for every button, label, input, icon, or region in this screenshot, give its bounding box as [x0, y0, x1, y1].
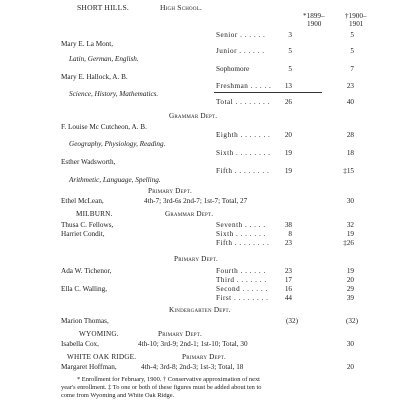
column-header-1900: 1900	[307, 20, 322, 28]
teacher-tichenor: Ada W. Tichenor,	[61, 267, 112, 275]
teacher-walling: Ella C. Walling,	[61, 285, 108, 293]
value-sophomore-1901: 7	[350, 65, 354, 73]
value-total-1900: 26	[284, 98, 292, 106]
cox-detail: 4th-10; 3rd-9; 2nd-1; 1st-10; Total, 30	[138, 340, 248, 348]
grade-sophomore: Sophomore	[216, 65, 250, 73]
value-milburn-fifth-1900: 23	[284, 239, 292, 247]
wadsworth-subjects: Arithmetic, Language, Spelling.	[69, 176, 161, 184]
value-thomas-1900: (32)	[286, 317, 298, 325]
teacher-cox: Isabella Cox,	[61, 340, 99, 348]
footnote-line-2: year's enrollment. ‡ To one or both of these figures must be added about ten to	[61, 384, 262, 391]
column-header-1900b: †1900–	[345, 12, 367, 20]
value-senior-1900: 3	[288, 31, 292, 39]
value-milburn-fifth-1901: ‡26	[343, 239, 354, 247]
teacher-wadsworth: Esther Wadsworth,	[61, 158, 116, 166]
value-first-1901: 39	[346, 294, 354, 302]
heading-kindergarten-dept: Kindergarten Dept.	[169, 306, 231, 314]
total-rule	[214, 92, 322, 93]
value-thomas-1901: (32)	[346, 317, 358, 325]
value-seventh-1901: 32	[346, 221, 354, 229]
teacher-condit: Harriet Condit,	[61, 230, 105, 238]
label-total: Total . . . . . . . .	[216, 98, 270, 106]
value-sixth-1901: 18	[346, 149, 354, 157]
value-senior-1901: 5	[350, 31, 354, 39]
column-header-1899: *1899–	[303, 12, 325, 20]
heading-grammar-dept: Grammar Dept.	[169, 112, 218, 120]
value-fourth-1900: 23	[284, 267, 292, 275]
teacher-fellows: Thusa C. Fellows,	[61, 221, 114, 229]
heading-primary-dept: Primary Dept.	[148, 187, 192, 195]
value-hoffman-1901: 20	[346, 363, 354, 371]
heading-white-oak-ridge: WHITE OAK RIDGE.	[67, 353, 137, 361]
value-cox-1901: 30	[346, 340, 354, 348]
value-mclean-1901: 30	[346, 197, 354, 205]
value-sixth-1900: 19	[284, 149, 292, 157]
heading-short-hills: SHORT HILLS.	[77, 3, 130, 12]
heading-milburn-primary: Primary Dept.	[174, 255, 218, 263]
value-fifth-1901: ‡15	[343, 167, 354, 175]
teacher-mary-lamont: Mary E. La Mont,	[61, 40, 114, 48]
footnote-line-1: * Enrollment for February, 1900. † Conservative approximation of next	[77, 376, 260, 383]
footnote-line-3: come from Wyoming and White Oak Ridge.	[61, 393, 175, 399]
grade-junior: Junior . . . . . .	[216, 47, 265, 55]
heading-whiteoak-primary: Primary Dept.	[182, 353, 226, 361]
grade-milburn-fifth: Fifth . . . . . . . .	[216, 239, 270, 247]
value-milburn-sixth-1900: 8	[288, 230, 292, 238]
grade-fifth: Fifth . . . . . . . .	[216, 167, 270, 175]
grade-third: Third . . . . . . .	[216, 276, 267, 284]
value-second-1900: 16	[284, 285, 292, 293]
grade-milburn-sixth: Sixth . . . . . . .	[216, 230, 266, 238]
heading-milburn: MILBURN.	[76, 210, 113, 218]
value-eighth-1901: 28	[346, 131, 354, 139]
grade-first: First . . . . . . . .	[216, 294, 269, 302]
heading-milburn-grammar: Grammar Dept.	[165, 210, 214, 218]
value-junior-1900: 5	[288, 47, 292, 55]
teacher-mclean: Ethel McLean,	[61, 197, 104, 205]
grade-freshman: Freshman . . . . .	[216, 82, 272, 90]
mccutcheon-subjects: Geography, Physiology, Reading.	[69, 140, 166, 148]
column-header-1901: 1901	[349, 20, 364, 28]
teacher-thomas: Marion Thomas,	[61, 317, 109, 325]
teacher-mary-hallock: Mary E. Hallock, A. B.	[61, 73, 128, 81]
value-junior-1901: 5	[350, 47, 354, 55]
value-milburn-sixth-1901: 19	[346, 230, 354, 238]
hoffman-detail: 4th-4; 3rd-8; 2nd-3; 1st-3; Total, 18	[141, 363, 244, 371]
value-fourth-1901: 19	[346, 267, 354, 275]
value-freshman-1900: 13	[284, 82, 292, 90]
value-sophomore-1900: 5	[288, 65, 292, 73]
value-third-1901: 20	[346, 276, 354, 284]
grade-second: Second . . . . . .	[216, 285, 268, 293]
value-total-1901: 40	[346, 98, 354, 106]
value-third-1900: 17	[284, 276, 292, 284]
mclean-detail: 4th-7; 3rd-6s 2nd-7; 1st-7; Total, 27	[144, 197, 248, 205]
lamont-subjects: Latin, German, English.	[69, 55, 139, 63]
grade-fourth: Fourth . . . . . .	[216, 267, 266, 275]
heading-wyoming-primary: Primary Dept.	[158, 330, 202, 338]
hallock-subjects: Science, History, Mathematics.	[69, 90, 159, 98]
grade-seventh: Seventh . . . . .	[216, 221, 266, 229]
value-eighth-1900: 20	[284, 131, 292, 139]
value-freshman-1901: 23	[346, 82, 354, 90]
teacher-mccutcheon: F. Louise Mc Cutcheon, A. B.	[61, 123, 147, 131]
heading-wyoming: WYOMING.	[79, 330, 119, 338]
heading-high-school: High School.	[160, 3, 203, 12]
value-first-1900: 44	[284, 294, 292, 302]
grade-eighth: Eighth . . . . . . .	[216, 131, 271, 139]
value-second-1901: 29	[346, 285, 354, 293]
grade-senior: Senior . . . . . .	[216, 31, 266, 39]
value-fifth-1900: 19	[284, 167, 292, 175]
value-seventh-1900: 38	[284, 221, 292, 229]
grade-sixth: Sixth . . . . . . . .	[216, 149, 271, 157]
teacher-hoffman: Margaret Hoffman,	[61, 363, 117, 371]
